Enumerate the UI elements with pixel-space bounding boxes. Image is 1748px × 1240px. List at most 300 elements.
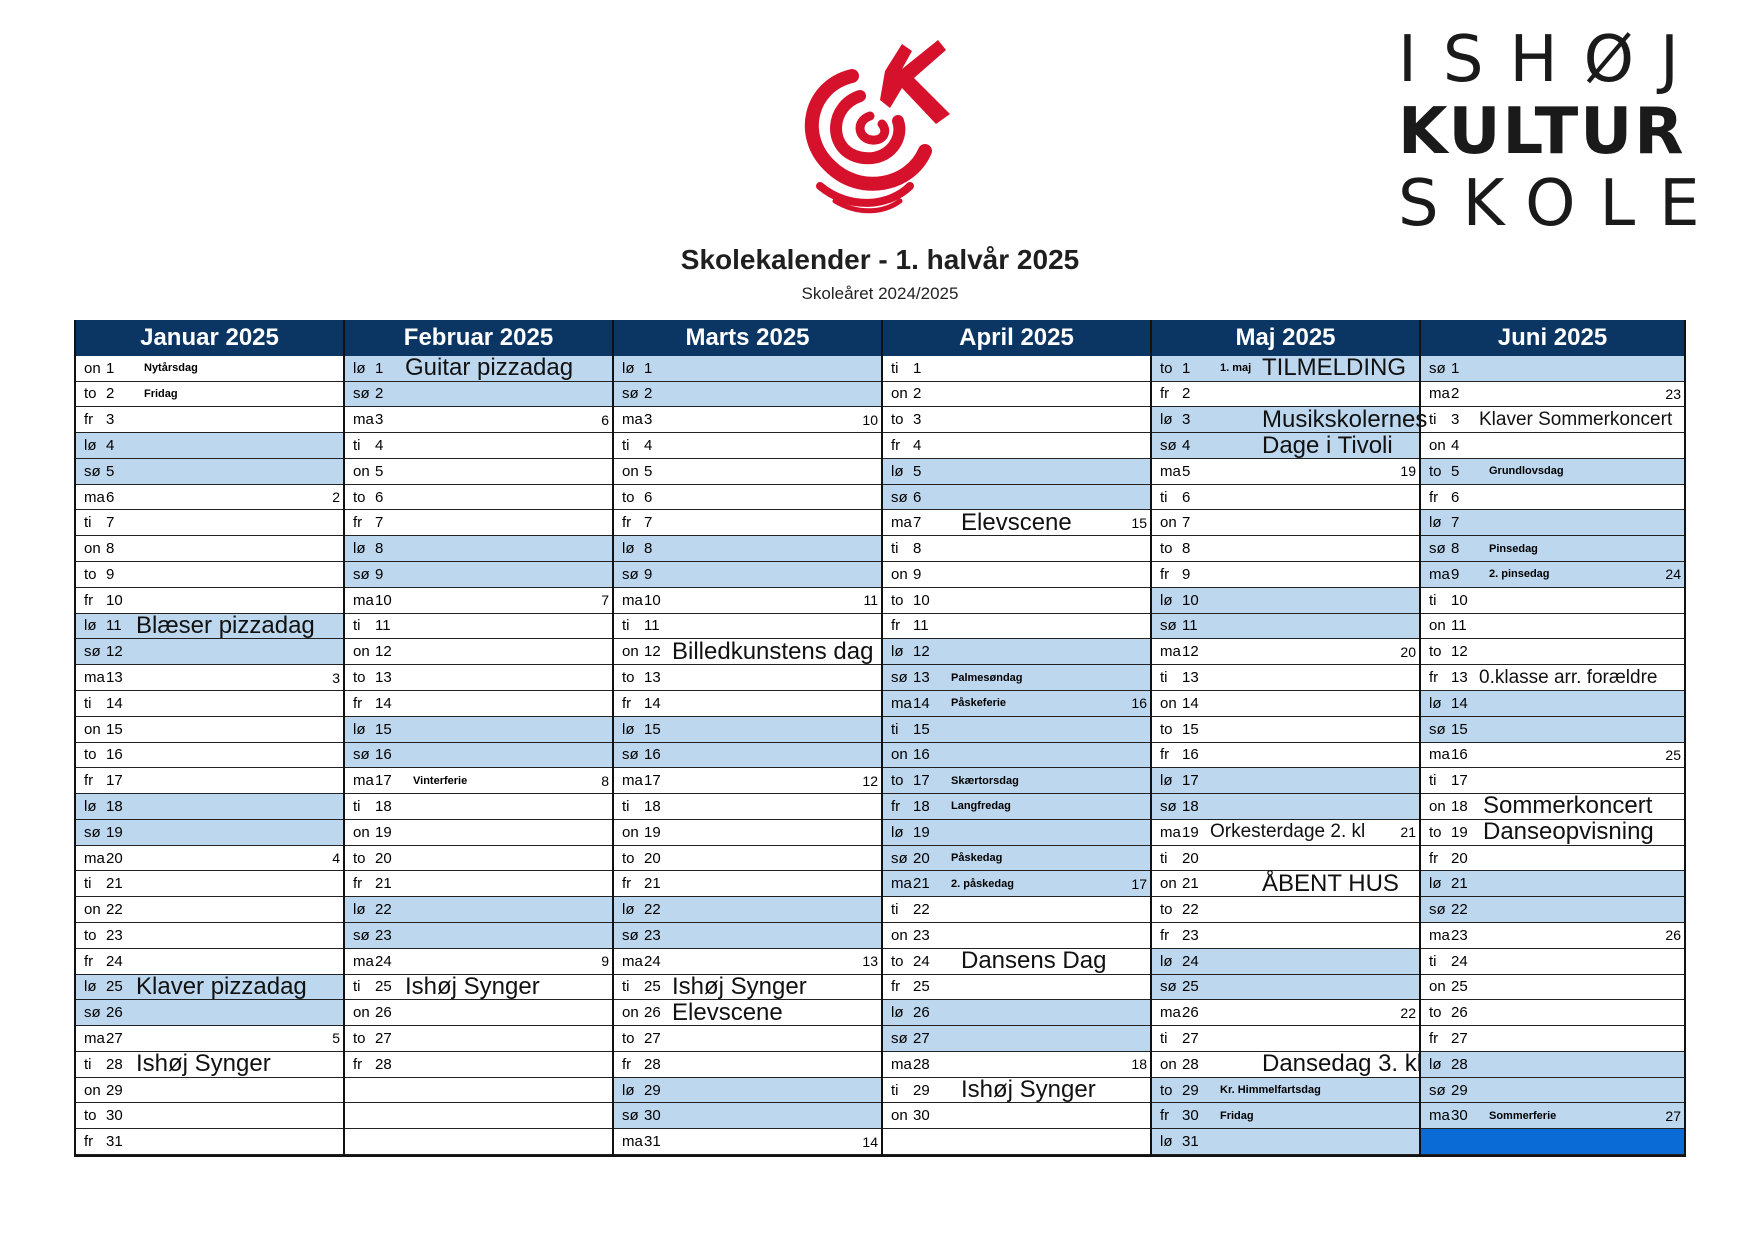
day-number: 19 [1182,823,1199,841]
weekday-label: sø [84,1004,101,1022]
day-row [76,820,343,846]
day-row [76,949,343,975]
weekday-label: sø [84,823,101,841]
weekday-label: ma [1429,565,1450,583]
day-number: 22 [644,901,661,919]
weekday-label: ti [353,617,361,635]
day-number: 4 [375,437,384,455]
day-row [1152,356,1419,382]
day-number: 30 [1182,1107,1199,1125]
week-number: 18 [1131,1056,1147,1073]
day-number: 23 [106,926,123,944]
weekday-label: lø [84,978,97,996]
day-number: 12 [644,643,661,661]
day-row [1152,975,1419,1001]
event-label: ÅBENT HUS [1262,869,1399,897]
day-number: 27 [106,1029,123,1047]
day-number: 11 [913,617,929,635]
week-number: 22 [1400,1004,1416,1021]
day-number: 9 [106,565,115,583]
holiday-label: Fridag [144,387,178,400]
day-number: 23 [913,926,930,944]
weekday-label: sø [891,849,908,867]
day-row [883,1129,1150,1155]
weekday-label: sø [1160,437,1177,455]
day-number: 18 [1182,797,1199,815]
day-number: 1 [106,359,115,377]
day-row [883,382,1150,408]
day-number: 12 [375,643,392,661]
weekday-label: ma [891,694,912,712]
day-row [76,1000,343,1026]
weekday-label: lø [84,617,97,635]
day-row [345,510,612,536]
weekday-label: ma [1429,746,1450,764]
day-row [614,743,881,769]
day-row [1421,794,1684,820]
weekday-label: ma [1160,643,1181,661]
day-row [1152,639,1419,665]
weekday-label: fr [1160,746,1170,764]
day-number: 24 [913,952,930,970]
event-label: Ishøj Synger [136,1050,271,1078]
weekday-label: on [84,1081,101,1099]
weekday-label: sø [353,926,370,944]
day-number: 11 [375,617,391,635]
weekday-label: fr [1429,488,1439,506]
day-number: 11 [644,617,660,635]
day-number: 24 [644,952,661,970]
day-number: 8 [1182,540,1191,558]
day-number: 25 [106,978,123,996]
day-row [1421,691,1684,717]
day-number: 27 [375,1029,392,1047]
day-row [883,846,1150,872]
day-row [1421,717,1684,743]
weekday-label: lø [891,643,904,661]
day-row [1152,1129,1419,1155]
weekday-label: to [622,1029,635,1047]
weekday-label: fr [84,591,94,609]
weekday-label: lø [1429,514,1442,532]
weekday-label: lø [353,901,366,919]
event-label: Billedkunstens dag [672,637,874,665]
day-row [1152,897,1419,923]
day-row [76,846,343,872]
day-row [883,1052,1150,1078]
event-label: Klaver pizzadag [136,972,307,1000]
week-number: 5 [332,1030,340,1047]
day-row [883,356,1150,382]
event-label: Klaver Sommerkoncert [1479,408,1673,430]
day-number: 16 [1182,746,1199,764]
day-row [1152,588,1419,614]
day-row [1421,588,1684,614]
day-number: 28 [913,1055,930,1073]
weekday-label: ma [84,849,105,867]
weekday-label: ma [84,488,105,506]
day-number: 14 [1451,694,1468,712]
day-row [1152,1026,1419,1052]
weekday-label: lø [1160,1133,1173,1151]
day-row [883,485,1150,511]
day-number: 26 [913,1004,930,1022]
day-row [345,717,612,743]
month-header: Januar 2025 [76,320,343,356]
weekday-label: to [353,1029,366,1047]
week-number: 17 [1131,875,1147,892]
day-number: 7 [375,514,384,532]
weekday-label: sø [622,385,639,403]
day-row [76,1103,343,1129]
weekday-label: ti [353,978,361,996]
weekday-label: to [622,488,635,506]
weekday-label: to [353,849,366,867]
weekday-label: sø [353,746,370,764]
day-row [883,794,1150,820]
day-number: 7 [106,514,115,532]
day-number: 12 [1451,643,1468,661]
day-number: 4 [106,437,115,455]
weekday-label: lø [891,462,904,480]
day-number: 17 [1182,772,1199,790]
day-number: 22 [913,901,930,919]
weekday-label: ti [84,1055,92,1073]
weekday-label: to [1429,462,1442,480]
weekday-label: on [891,565,908,583]
day-row [1152,846,1419,872]
brand-wordmark [1398,23,1724,244]
weekday-label: on [891,1107,908,1125]
weekday-label: to [84,926,97,944]
weekday-label: ti [1429,411,1437,429]
day-row [1152,1000,1419,1026]
day-number: 16 [913,746,930,764]
day-number: 23 [1182,926,1199,944]
weekday-label: ti [891,540,899,558]
day-number: 2 [375,385,384,403]
week-number: 11 [863,592,878,609]
day-number: 2 [644,385,653,403]
weekday-label: ti [891,901,899,919]
day-number: 19 [375,823,392,841]
day-number: 7 [913,514,922,532]
day-number: 20 [1182,849,1199,867]
weekday-label: ma [622,1133,643,1151]
day-row [1421,356,1684,382]
event-label: Guitar pizzadag [405,354,574,382]
day-row [883,820,1150,846]
day-number: 20 [106,849,123,867]
day-number: 18 [106,797,123,815]
week-number: 12 [862,772,878,789]
day-number: 8 [913,540,922,558]
day-row [1421,871,1684,897]
day-number: 15 [1451,720,1468,738]
day-row [345,1052,612,1078]
weekday-label: lø [84,437,97,455]
weekday-label: to [891,772,904,790]
holiday-label: Palmesøndag [951,671,1023,684]
day-number: 17 [913,772,930,790]
event-label: Sommerkoncert [1483,792,1653,820]
day-number: 3 [644,411,653,429]
weekday-label: ti [1160,849,1168,867]
day-row [345,743,612,769]
day-row [76,611,343,640]
day-number: 17 [1451,772,1468,790]
day-number: 21 [913,875,930,893]
day-number: 29 [1451,1081,1468,1099]
day-number: 13 [644,669,661,687]
day-number: 31 [644,1133,661,1151]
weekday-label: fr [1160,565,1170,583]
day-row [614,1052,881,1078]
weekday-label: on [622,823,639,841]
day-row [345,949,612,975]
day-number: 19 [1451,823,1468,841]
weekday-label: on [891,926,908,944]
day-number: 3 [913,411,922,429]
day-number: 19 [106,823,123,841]
weekday-label: fr [891,978,901,996]
weekday-label: sø [891,669,908,687]
week-number: 4 [332,850,340,867]
day-row [1421,1026,1684,1052]
week-number: 13 [862,953,878,970]
day-number: 3 [106,411,115,429]
weekday-label: lø [353,720,366,738]
day-number: 3 [1182,411,1191,429]
weekday-label: sø [891,1029,908,1047]
weekday-label: sø [622,565,639,583]
day-row [1152,768,1419,794]
weekday-label: on [84,720,101,738]
day-number: 20 [1451,849,1468,867]
day-number: 8 [375,540,384,558]
weekday-label: lø [1429,1055,1442,1073]
day-row [1421,614,1684,640]
day-row [76,717,343,743]
day-number: 11 [1182,617,1198,635]
day-row [76,536,343,562]
day-row [1421,768,1684,794]
weekday-label: ti [1429,772,1437,790]
day-number: 6 [106,488,115,506]
day-number: 18 [1451,797,1468,815]
day-number: 13 [913,669,930,687]
day-number: 1 [375,359,384,377]
brand-line-2: KULTUR [1398,95,1686,169]
event-label: Ishøj Synger [405,972,540,1000]
weekday-label: to [1429,1004,1442,1022]
weekday-label: on [353,462,370,480]
day-row [76,923,343,949]
weekday-label: to [1160,359,1173,377]
day-row [345,459,612,485]
day-number: 30 [106,1107,123,1125]
weekday-label: ma [891,1055,912,1073]
day-row [1421,1103,1684,1129]
day-row [883,510,1150,536]
day-number: 14 [913,694,930,712]
day-number: 27 [913,1029,930,1047]
day-number: 20 [375,849,392,867]
day-number: 22 [375,901,392,919]
weekday-label: lø [622,901,635,919]
weekday-label: ma [1429,385,1450,403]
day-row [614,433,881,459]
weekday-label: sø [353,565,370,583]
day-number: 2 [1182,385,1191,403]
day-number: 25 [644,978,661,996]
day-number: 11 [106,617,122,635]
event-label: Elevscene [961,508,1072,536]
day-row [614,382,881,408]
day-row [614,485,881,511]
day-row [614,459,881,485]
day-row [345,536,612,562]
weekday-label: to [622,849,635,867]
weekday-label: to [622,669,635,687]
day-number: 18 [913,797,930,815]
weekday-label: lø [891,823,904,841]
day-number: 29 [644,1081,661,1099]
day-row [345,1078,612,1104]
day-number: 16 [106,746,123,764]
day-row [1421,433,1684,459]
day-number: 15 [106,720,123,738]
day-number: 11 [1451,617,1467,635]
week-number: 26 [1665,927,1681,944]
day-number: 23 [375,926,392,944]
day-row [883,433,1150,459]
day-number: 17 [644,772,661,790]
weekday-label: ma [1429,926,1450,944]
weekday-label: ti [622,437,630,455]
weekday-label: ma [891,875,912,893]
holiday-label: 2. pinsedag [1489,568,1550,581]
weekday-label: sø [84,462,101,480]
day-row [614,972,881,1001]
day-row [614,1026,881,1052]
day-number: 6 [1451,488,1460,506]
day-number: 1 [1451,359,1460,377]
event-label: Ishøj Synger [961,1076,1096,1104]
day-number: 19 [913,823,930,841]
weekday-label: on [1160,875,1177,893]
day-row [1421,536,1684,562]
month-column [614,320,883,1155]
weekday-label: lø [622,540,635,558]
day-number: 22 [1182,901,1199,919]
day-number: 21 [1451,875,1468,893]
holiday-label: Sommerferie [1489,1109,1557,1122]
day-number: 28 [375,1055,392,1073]
day-row [1152,1078,1419,1104]
day-number: 30 [913,1107,930,1125]
weekday-label: fr [353,514,363,532]
day-number: 9 [644,565,653,583]
weekday-label: ti [891,720,899,738]
event-label: Ishøj Synger [672,972,807,1000]
weekday-label: ti [891,1081,899,1099]
weekday-label: fr [84,772,94,790]
day-row [1152,665,1419,691]
weekday-label: ma [622,411,643,429]
day-row [614,1103,881,1129]
day-number: 13 [1451,669,1468,687]
day-row [614,588,881,614]
day-row [76,562,343,588]
week-number: 7 [601,592,609,609]
day-number: 29 [106,1081,123,1099]
day-row [345,1103,612,1129]
day-row [345,1129,612,1155]
day-row [614,1000,881,1026]
day-number: 28 [644,1055,661,1073]
day-row [1421,923,1684,949]
day-number: 4 [913,437,922,455]
week-number: 10 [862,411,878,428]
week-number: 3 [332,669,340,686]
day-number: 30 [1451,1107,1468,1125]
month-column [1421,320,1686,1155]
day-number: 25 [375,978,392,996]
day-number: 9 [913,565,922,583]
weekday-label: ti [84,875,92,893]
day-row [76,433,343,459]
day-number: 1 [913,359,922,377]
weekday-label: fr [891,617,901,635]
weekday-label: to [353,488,366,506]
page-title: Skolekalender - 1. halvår 2025 [680,244,1080,275]
day-row [76,510,343,536]
day-number: 19 [644,823,661,841]
day-number: 3 [375,411,384,429]
day-number: 22 [106,901,123,919]
day-number: 28 [1182,1055,1199,1073]
day-number: 8 [1451,540,1460,558]
day-number: 16 [1451,746,1468,764]
day-number: 23 [1451,926,1468,944]
day-row [883,871,1150,897]
day-number: 17 [375,772,392,790]
weekday-label: fr [1160,1107,1170,1125]
weekday-label: lø [622,720,635,738]
day-number: 9 [375,565,384,583]
day-row [345,846,612,872]
day-row [883,665,1150,691]
day-number: 9 [1451,565,1460,583]
weekday-label: to [84,1107,97,1125]
holiday-label: Påskedag [951,852,1003,865]
day-row [1421,459,1684,485]
day-number: 15 [913,720,930,738]
week-number: 8 [601,772,609,789]
day-number: 29 [913,1081,930,1099]
day-row [614,768,881,794]
day-row [1421,1078,1684,1104]
weekday-label: ma [353,772,374,790]
day-number: 20 [644,849,661,867]
week-number: 2 [332,489,340,506]
day-row [883,923,1150,949]
weekday-label: to [84,385,97,403]
day-number: 6 [1182,488,1191,506]
holiday-label: Fridag [1220,1109,1254,1122]
weekday-label: ma [1160,823,1181,841]
